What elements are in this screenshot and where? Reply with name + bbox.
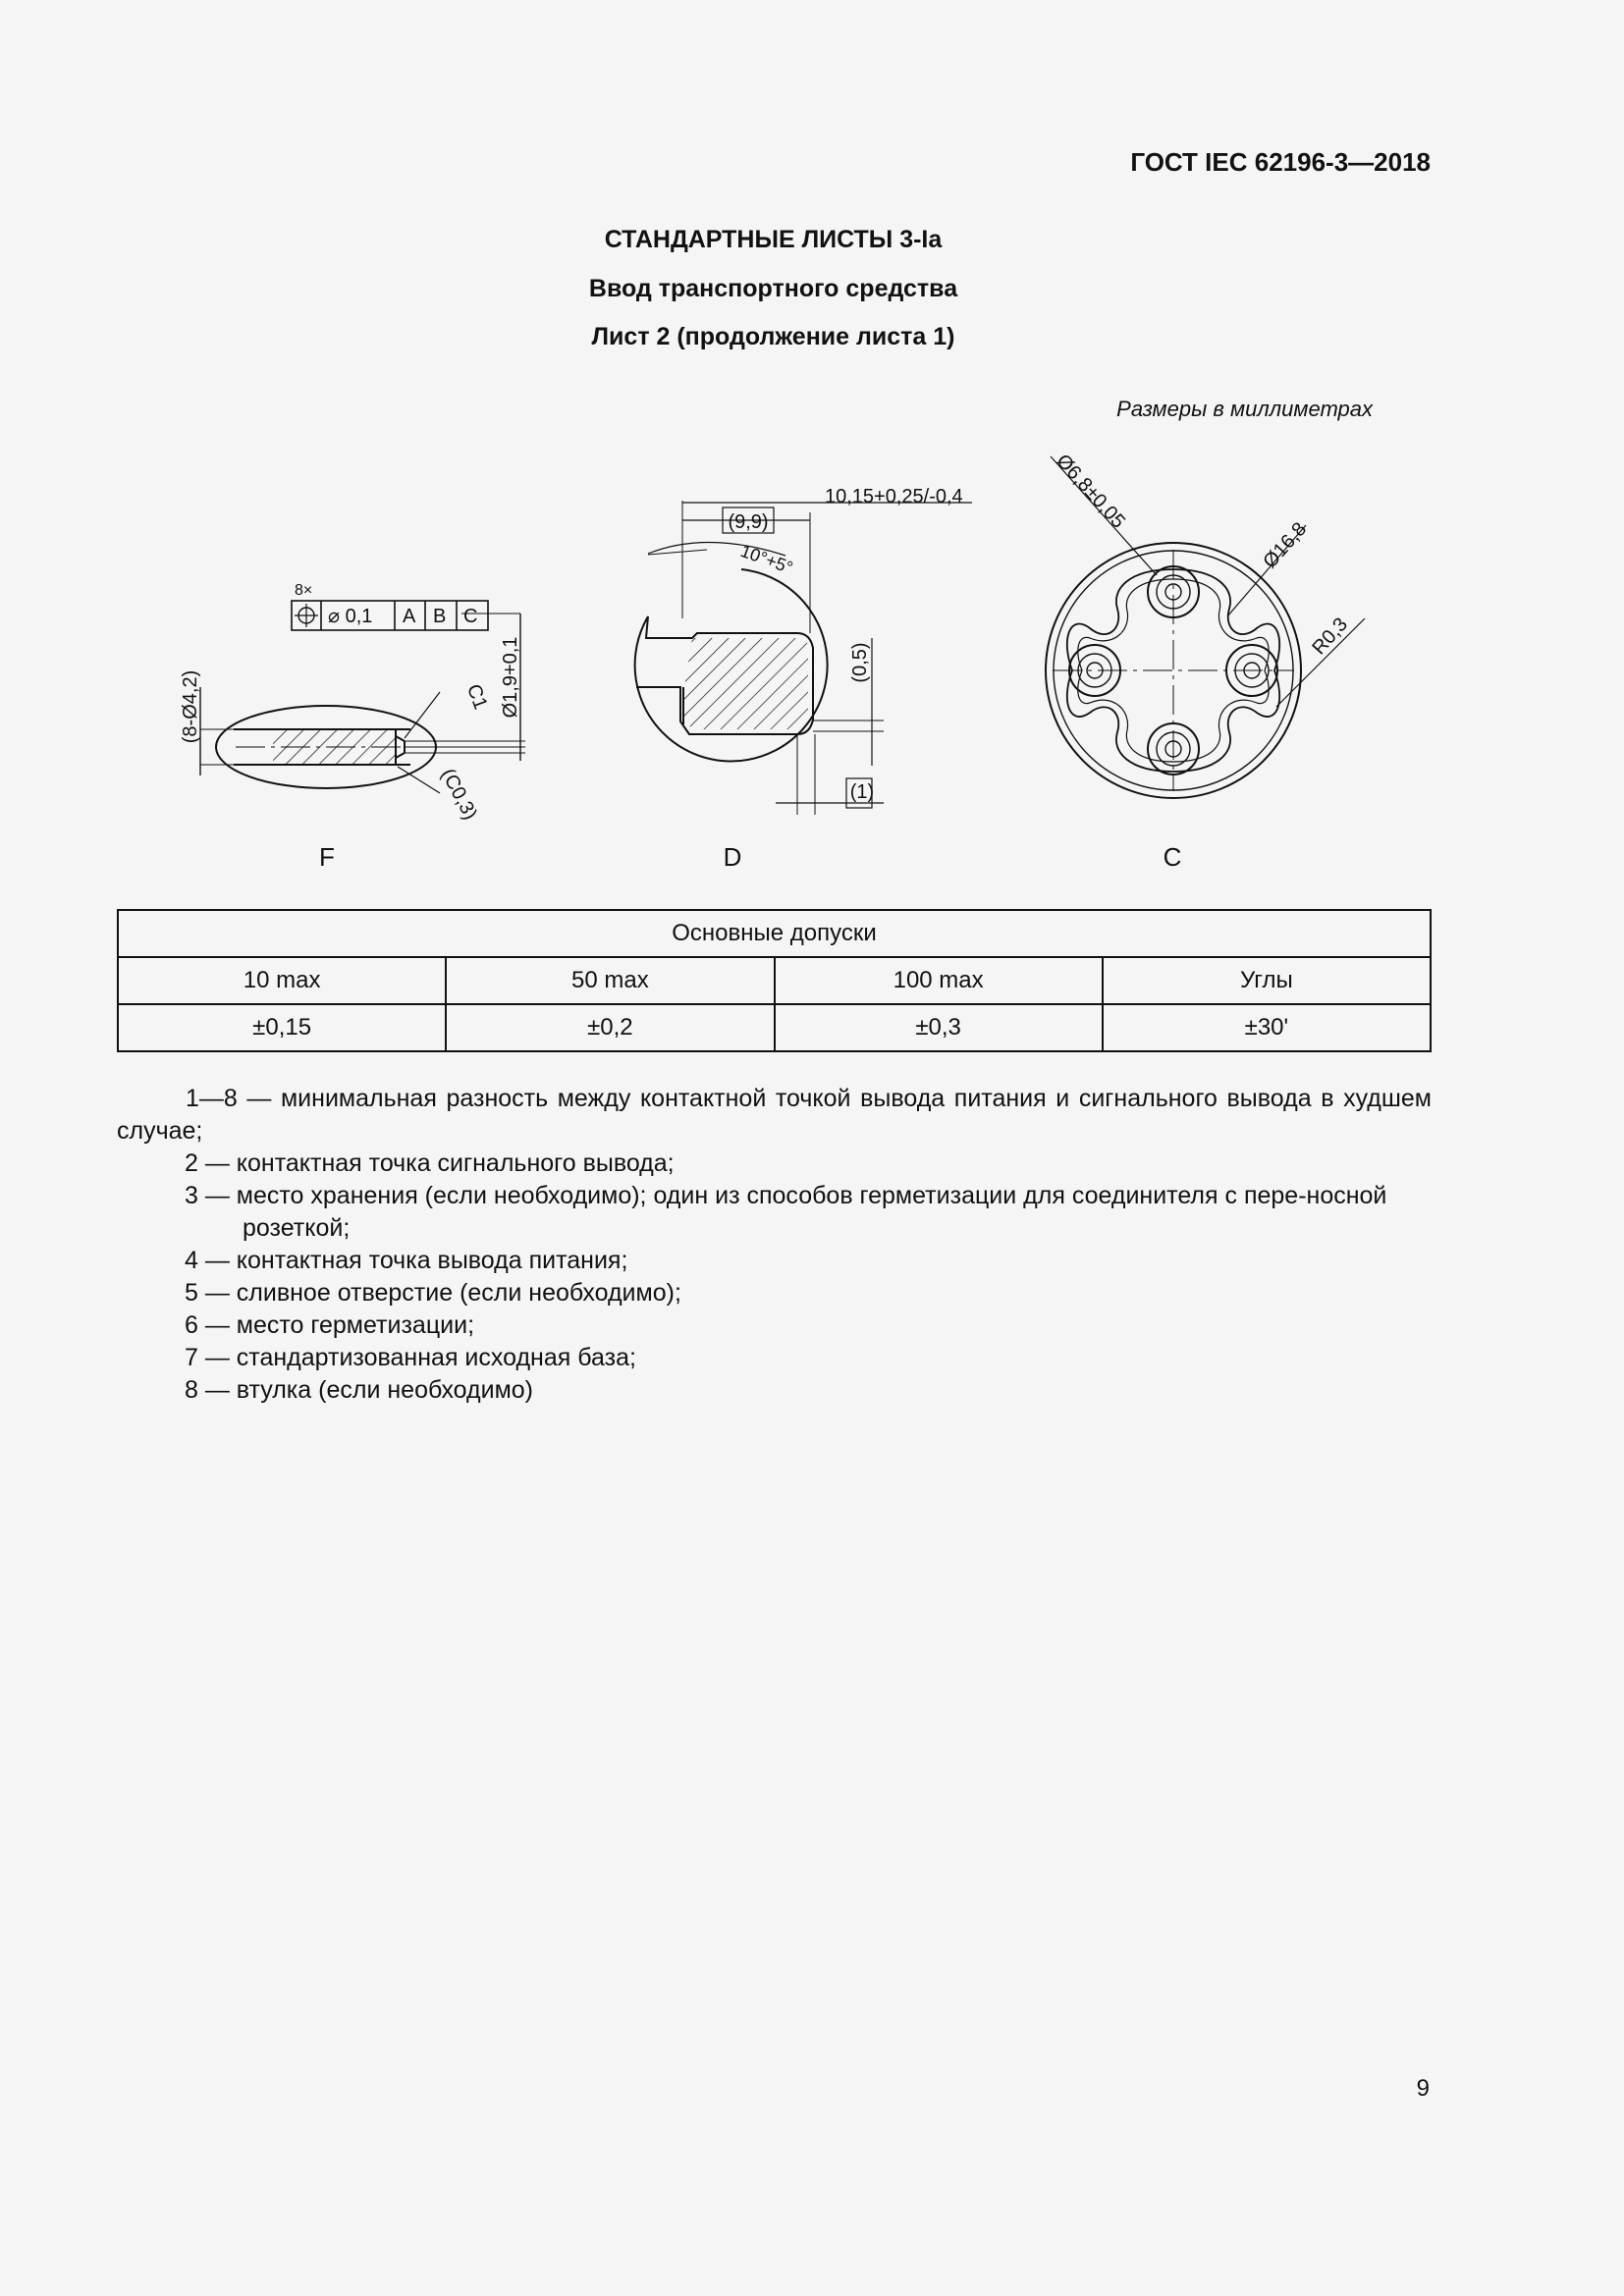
table-header-cell: 100 max	[775, 957, 1103, 1004]
units-note: Размеры в миллиметрах	[1116, 397, 1373, 421]
note-item: 4 — контактная точка вывода питания;	[185, 1247, 628, 1274]
dim-gap: (0,5)	[849, 642, 871, 683]
fcf-tolerance: ⌀ 0,1	[328, 606, 373, 627]
fcf-datum-c: C	[463, 606, 478, 627]
sheet-number: Лист 2 (продолжение листа 1)	[591, 323, 955, 350]
dim-outer-diameter: Ø16,8	[1259, 518, 1312, 573]
note-item: 6 — место герметизации;	[185, 1311, 475, 1339]
dim-radius: R0,3	[1308, 614, 1352, 660]
dim-chamfer-small: (C0,3)	[436, 765, 482, 824]
table-value-cell: ±30'	[1103, 1004, 1431, 1051]
notes-list	[117, 1083, 1432, 1407]
document-code: ГОСТ IEC 62196-3—2018	[1130, 147, 1431, 177]
dim-pin-diameter: Ø6,8±0,05	[1052, 450, 1130, 533]
note-item: 7 — стандартизованная исходная база;	[185, 1344, 636, 1371]
table-row	[118, 1004, 1431, 1051]
view-label-d: D	[723, 842, 742, 872]
dim-bore-diameter: Ø1,9+0,1	[500, 636, 521, 719]
dim-chamfer: C1	[461, 681, 492, 713]
sheet-title: СТАНДАРТНЫЕ ЛИСТЫ 3-Ia	[604, 226, 943, 253]
table-row	[118, 957, 1431, 1004]
page-number: 9	[1416, 2075, 1430, 2102]
view-label-f: F	[319, 842, 335, 872]
table-value-cell: ±0,15	[118, 1004, 446, 1051]
table-header-cell: 50 max	[446, 957, 774, 1004]
dim-length: 10,15+0,25/-0,4	[825, 486, 963, 507]
note-item: 1—8 — минимальная разность между контактной точкой вывода питания и сигнального вывода в худшем случае;	[117, 1085, 1432, 1145]
view-label-c: C	[1163, 842, 1182, 872]
sheet-subtitle: Ввод транспортного средства	[588, 275, 958, 302]
table-header-cell: 10 max	[118, 957, 446, 1004]
note-item: 8 — втулка (если необходимо)	[185, 1376, 534, 1404]
dim-holes-diameter: (8-Ø4,2)	[180, 669, 201, 744]
tolerance-table-title: Основные допуски	[118, 910, 1431, 957]
dim-depth: (9,9)	[728, 511, 769, 533]
note-item: 5 — сливное отверстие (если необходимо);	[185, 1279, 681, 1307]
tolerance-table	[117, 909, 1432, 1052]
dim-angle: 10°+5°	[737, 540, 796, 578]
table-value-cell: ±0,3	[775, 1004, 1103, 1051]
fcf-datum-a: A	[403, 606, 416, 627]
note-item: 3 — место хранения (если необходимо); один из способов герметизации для соединителя с пере-носной розеткой;	[185, 1182, 1387, 1242]
technical-drawing	[0, 432, 1624, 844]
detail-d-drawing	[635, 501, 972, 815]
note-item: 2 — контактная точка сигнального вывода;	[185, 1149, 675, 1177]
table-header-cell: Углы	[1103, 957, 1431, 1004]
table-row	[118, 910, 1431, 957]
fcf-datum-b: B	[433, 606, 447, 627]
fcf-count: 8×	[295, 582, 313, 599]
dim-step: (1)	[849, 781, 875, 803]
table-value-cell: ±0,2	[446, 1004, 774, 1051]
